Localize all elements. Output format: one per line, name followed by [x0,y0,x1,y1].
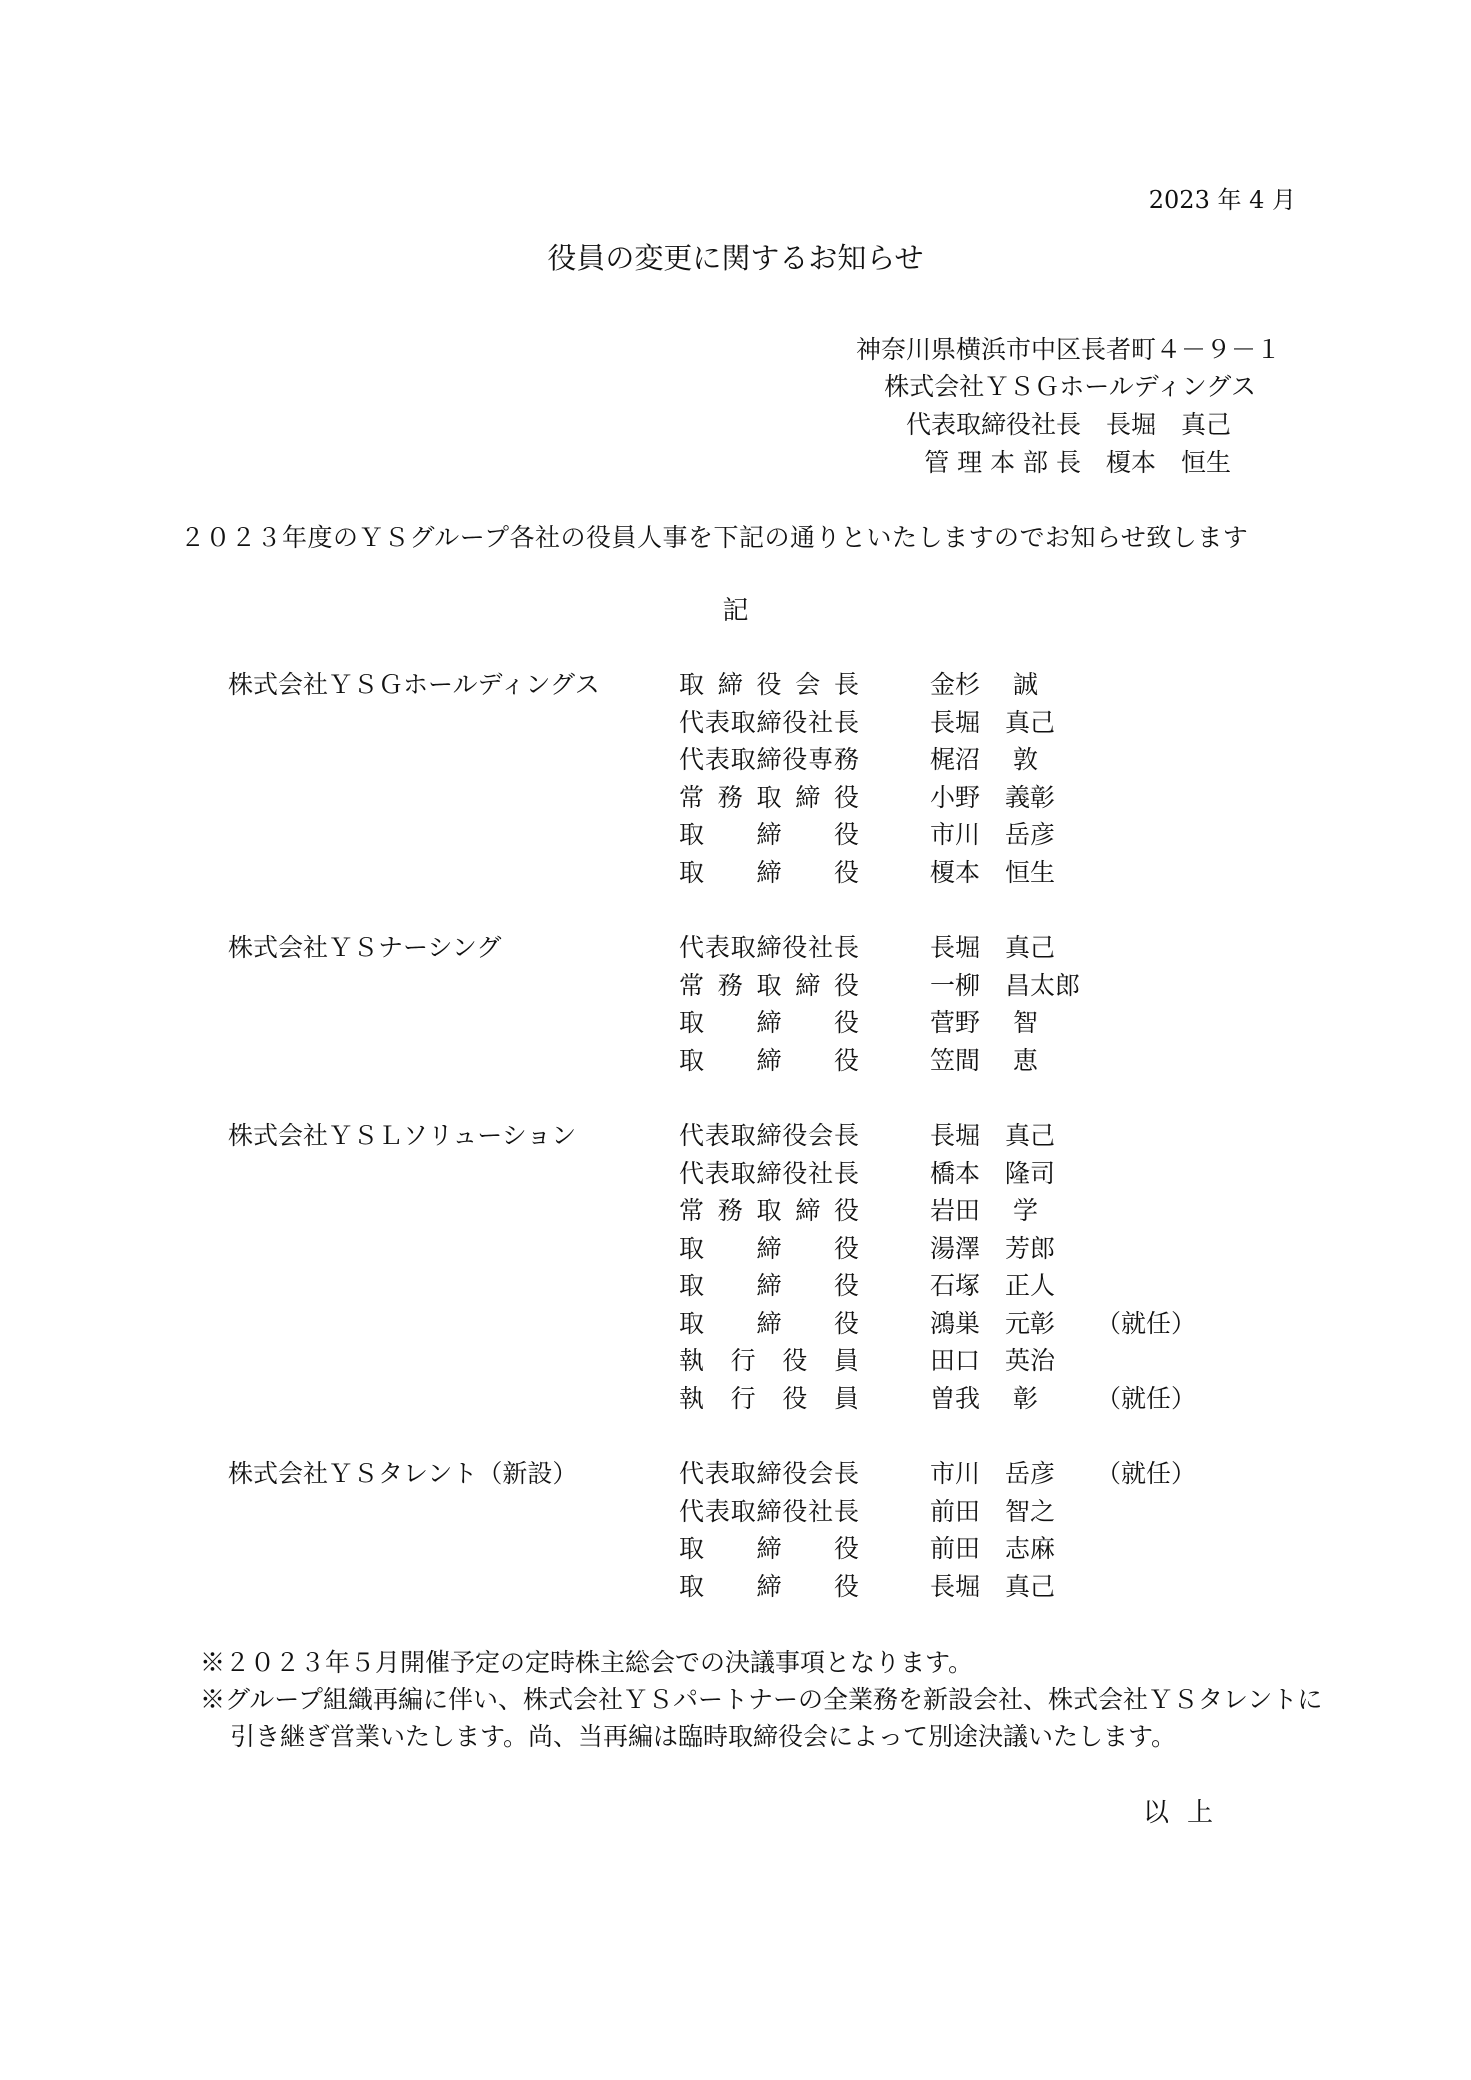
officer-role: 代表取締役社長 [679,1496,859,1526]
officer-name: 長堀 真己 [930,933,1056,962]
footnote-2: ※グループ組織再編に伴い、株式会社ＹＳパートナーの全業務を新設会社、株式会社ＹＳタレントに [200,1685,1323,1714]
officer-name: 長堀 真己 [930,1121,1056,1150]
officer-name: 榎本 恒生 [930,857,1056,887]
ki-heading: 記 [722,596,749,626]
officer-role: 取締役 [679,820,859,849]
officer-role: 取締役 [679,1534,859,1563]
officer-note: （就任） [1096,1308,1197,1338]
officer-note: （就任） [1096,1459,1197,1488]
footnote-1: ※２０２３年５月開催予定の定時株主総会での決議事項となります。 [200,1648,974,1677]
officer-role: 取締役 [679,1045,859,1075]
officer-role: 取締役 [679,1308,859,1338]
company-name: 株式会社ＹＳタレント（新設） [228,1459,578,1488]
officer-role: 執行役員 [679,1383,859,1413]
officer-name: 長堀 真己 [930,707,1056,737]
document-title: 役員の変更に関するお知らせ [547,241,924,275]
officer-role: 執行役員 [679,1346,859,1375]
officer-name: 湯澤 芳郎 [930,1233,1056,1263]
officer-name: 曽我 彰 [930,1383,1038,1413]
officer-role: 取締役会長 [679,670,859,699]
document-date: 2023 年 4 月 [1148,186,1296,214]
officer-name: 田口 英治 [930,1346,1056,1375]
sender-address: 神奈川県横浜市中区長者町４－９－１ [855,335,1281,364]
officer-role: 常務取締役 [679,1196,859,1225]
officer-note: （就任） [1096,1383,1197,1413]
officer-role: 代表取締役会長 [679,1121,859,1150]
officer-name: 石塚 正人 [930,1271,1056,1300]
officer-name: 市川 岳彦 [930,820,1056,849]
officer-role: 取締役 [679,857,859,887]
officer-name: 前田 志麻 [930,1534,1056,1563]
officer-name: 長堀 真己 [930,1571,1056,1601]
officer-name: 金杉 誠 [930,670,1038,699]
officer-role: 代表取締役社長 [679,1158,859,1188]
intro-text: ２０２３年度のＹＳグループ各社の役員人事を下記の通りといたしますのでお知らせ致します [180,523,1249,552]
company-name: 株式会社ＹＳＬソリューション [228,1121,577,1150]
officer-name: 鴻巣 元彰 [930,1308,1056,1338]
officer-role: 常務取締役 [679,970,859,1000]
officer-name: 橋本 隆司 [930,1158,1056,1188]
officer-name: 梶沼 敦 [930,745,1038,774]
officer-role: 常務取締役 [679,782,859,812]
officer-role: 代表取締役社長 [679,707,859,737]
officer-role: 取締役 [679,1271,859,1300]
officer-name: 一柳 昌太郎 [930,970,1081,1000]
footnote-2-continued: 引き継ぎ営業いたします。尚、当再編は臨時取締役会によって別途決議いたします。 [230,1722,1177,1751]
officer-role: 取締役 [679,1571,859,1601]
company-name: 株式会社ＹＳナーシング [228,933,502,962]
officer-name: 菅野 智 [930,1008,1038,1037]
closing-mark: 以上 [1142,1798,1231,1828]
officer-name: 前田 智之 [930,1496,1056,1526]
officer-name: 市川 岳彦 [930,1459,1056,1488]
officer-role: 代表取締役社長 [679,933,859,962]
sender-ceo: 代表取締役社長 長堀 真己 [905,410,1231,439]
officer-role: 取締役 [679,1008,859,1037]
sender-company: 株式会社ＹＳＧホールディングス [884,372,1256,401]
officer-role: 代表取締役会長 [679,1459,859,1488]
officer-name: 岩田 学 [930,1196,1038,1225]
officer-role: 取締役 [679,1233,859,1263]
sender-manager: 管 理 本 部 長 榎本 恒生 [924,448,1231,477]
officer-name: 小野 義彰 [930,782,1056,812]
officer-role: 代表取締役専務 [679,745,859,774]
company-name: 株式会社ＹＳＧホールディングス [228,670,600,699]
officer-name: 笠間 恵 [930,1045,1038,1075]
